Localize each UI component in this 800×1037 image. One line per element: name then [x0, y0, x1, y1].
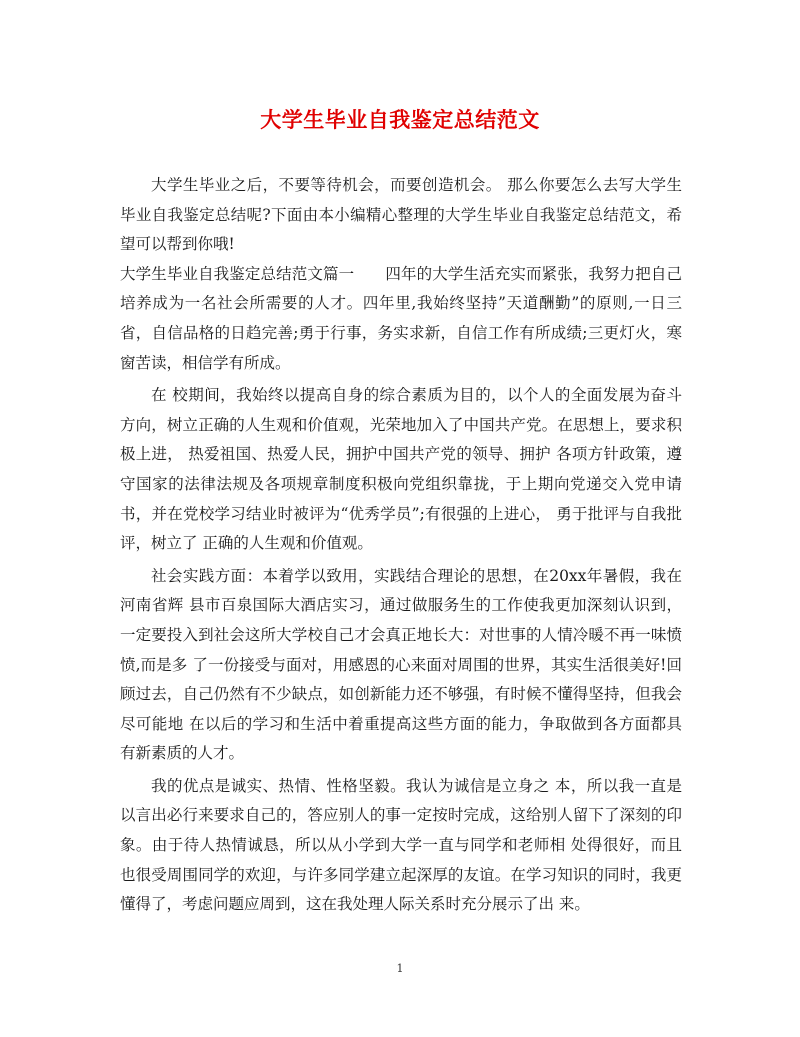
document-title: 大学生毕业自我鉴定总结范文 — [260, 107, 540, 132]
political-study-paragraph: 在 校期间，我始终以提高自身的综合素质为目的，以个人的全面发展为奋斗方向，树立正确的人生观和价值观，光荣地加入了中国共产党。在思想上，要求积极上进， 热爱祖国、热爱人民，拥护中国共产党的领导、拥护 各项方针政策，遵守国家的法律法规及各项规章制度积极向党组织靠拢，于上期向党递交入党申请书，并在党校学习结业时被评为“优秀学员”;有很强的上进心， 勇于批评与自我批评，树立了 正确的人生观和价值观。 — [120, 386, 682, 553]
social-practice-paragraph: 社会实践方面：本着学以致用，实践结合理论的思想，在20xx年暑假，我在河南省辉 县市百泉国际大酒店实习，通过做服务生的工作使我更加深刻认识到，一定要投入到社会这所大学校自己才会真正地长大：对世事的人情冷暖不再一味愤愤,而是多 了一份接受与面对，用感恩的心来面对周围的世界，其实生活很美好!回顾过去，自己仍然有不少缺点，如创新能力还不够强，有时候不懂得坚持，但我会尽可能地 在以后的学习和生活中着重提高这些方面的能力，争取做到各方面都具有新素质的人才。 — [120, 566, 682, 763]
personal-strengths-paragraph: 我的优点是诚实、热情、性格坚毅。我认为诚信是立身之 本，所以我一直是以言出必行来要求自己的，答应别人的事一定按时完成，这给别人留下了深刻的印象。由于待人热情诚恳，所以从小学到大学一直与同学和老师相 处得很好，而且也很受周围同学的欢迎，与许多同学建立起深厚的友谊。在学习知识的同时，我更懂得了，考虑问题应周到，这在我处理人际关系时充分展示了出 来。 — [120, 776, 682, 914]
document-body — [120, 171, 682, 920]
section-one-paragraph: 大学生毕业自我鉴定总结范文篇一 四年的大学生活充实而紧张，我努力把自己培养成为一名社会所需要的人才。四年里,我始终坚持”天道酬勤”的原则,一日三省，自信品格的日趋完善;勇于行事，务实求新，自信工作有所成绩;三更灯火，寒窗苦读，相信学有所成。 — [120, 264, 682, 372]
intro-paragraph: 大学生毕业之后，不要等待机会，而要创造机会。 那么你要怎么去写大学生毕业自我鉴定总结呢?下面由本小编精心整理的大学生毕业自我鉴定总结范文，希望可以帮到你哦! — [120, 176, 682, 254]
page-number: 1 — [396, 962, 404, 975]
